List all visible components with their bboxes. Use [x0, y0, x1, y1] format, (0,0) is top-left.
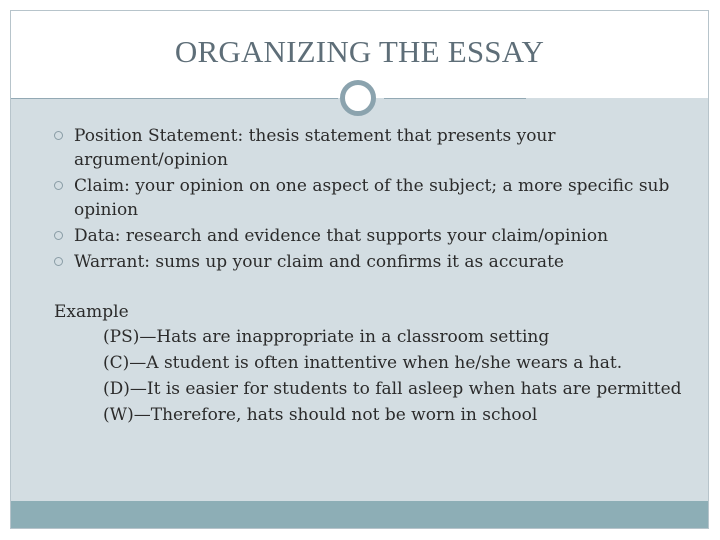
divider-rule-left [11, 98, 338, 99]
bullet-list [54, 124, 694, 276]
slide-title: ORGANIZING THE ESSAY [174, 34, 545, 69]
bullet-text: Claim: your opinion on one aspect of the subject; a more specific sub opinion [74, 176, 670, 220]
bullet-text: Data: research and evidence that supports your claim/opinion [74, 226, 609, 246]
example-line-d: (D)—It is easier for students to fall asleep when hats are permitted [103, 379, 682, 399]
example-line-ps: (PS)—Hats are inappropriate in a classroom setting [103, 327, 550, 347]
bullet-text: Warrant: sums up your claim and confirms it as accurate [74, 252, 564, 272]
bullet-item-claim [54, 174, 694, 222]
example-heading: Example [54, 302, 129, 322]
ring-ornament-icon [340, 80, 376, 116]
example-line-c: (C)—A student is often inattentive when he/she wears a hat. [103, 353, 623, 373]
bullet-item-warrant [54, 250, 694, 274]
hollow-circle-bullet-icon [54, 257, 63, 266]
bullet-text: Position Statement: thesis statement that presents your argument/opinion [74, 126, 556, 170]
hollow-circle-bullet-icon [54, 181, 63, 190]
bullet-item-position-statement [54, 124, 694, 172]
bullet-item-data [54, 224, 694, 248]
example-block [54, 300, 694, 429]
example-line-w: (W)—Therefore, hats should not be worn in school [103, 405, 538, 425]
hollow-circle-bullet-icon [54, 131, 63, 140]
divider-rule-right [384, 98, 526, 99]
hollow-circle-bullet-icon [54, 231, 63, 240]
